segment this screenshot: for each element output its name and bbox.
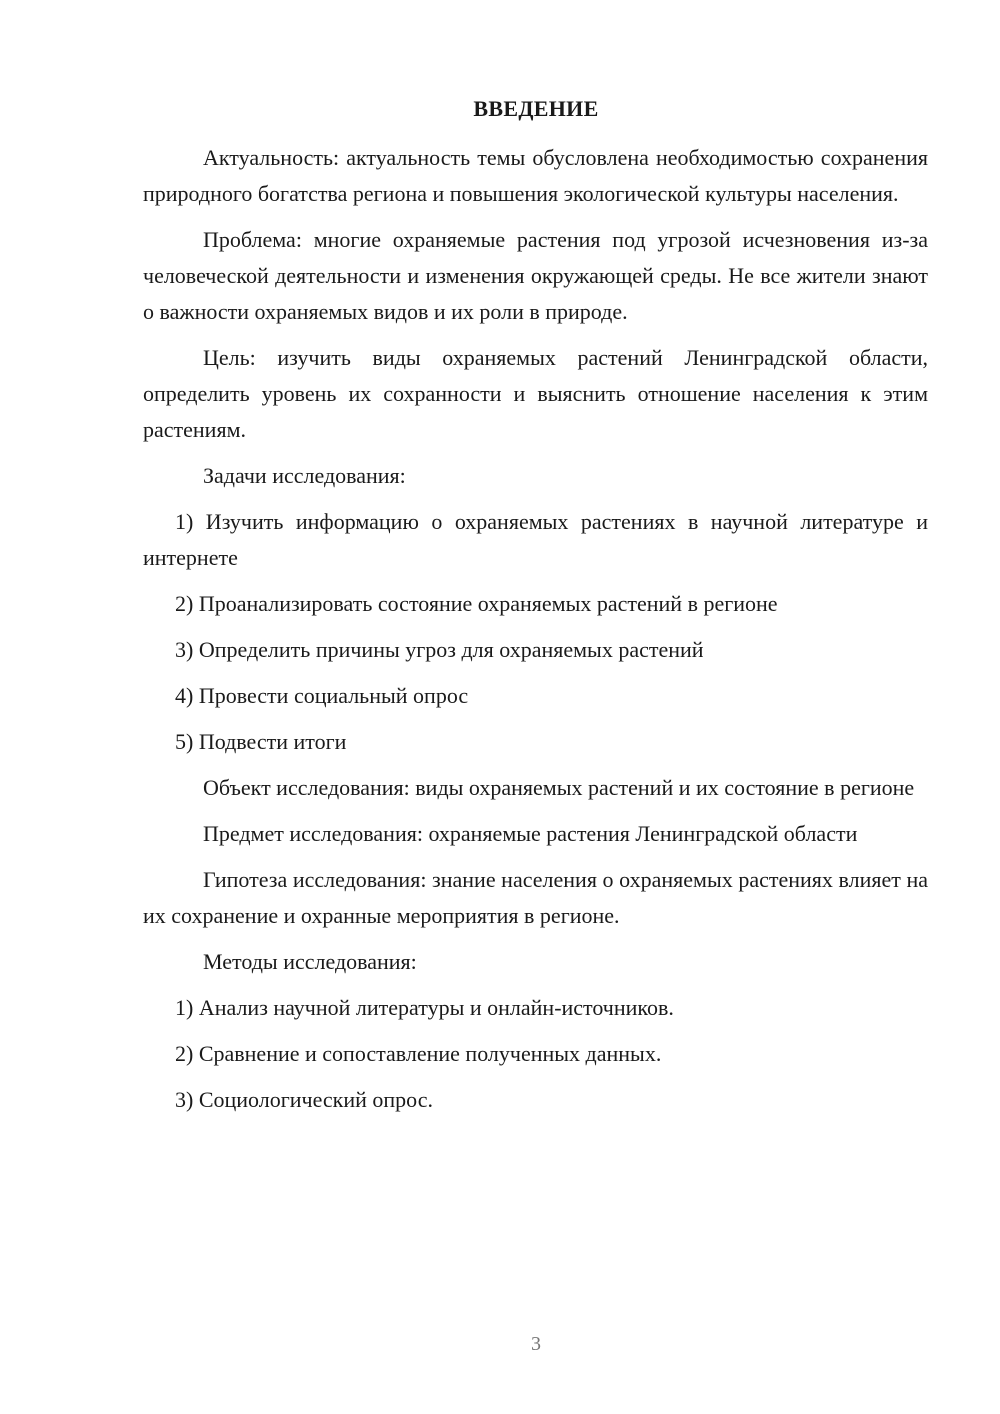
method-item-2: 2) Сравнение и сопоставление полученных данных. (175, 1041, 662, 1066)
goal-paragraph: Цель: изучить виды охраняемых растений Ленинградской области, определить уровень их сохранности и выяснить отношение населения к этим растениям. (143, 345, 928, 442)
task-item-5: 5) Подвести итоги (175, 729, 347, 754)
page-number: 3 (531, 1333, 541, 1355)
page-title: ВВЕДЕНИЕ (473, 96, 599, 121)
task-item-2: 2) Проанализировать состояние охраняемых растений в регионе (175, 591, 778, 616)
tasks-heading: Задачи исследования: (203, 463, 406, 488)
task-item-1: 1) Изучить информацию о охраняемых растениях в научной литературе и интернете (143, 509, 928, 570)
task-item-3: 3) Определить причины угроз для охраняемых растений (175, 637, 704, 662)
hypothesis-paragraph: Гипотеза исследования: знание населения о охраняемых растениях влияет на их сохранение и охранные мероприятия в регионе. (143, 867, 928, 928)
page-content (143, 140, 928, 1128)
method-item-3: 3) Социологический опрос. (175, 1087, 433, 1112)
relevance-paragraph: Актуальность: актуальность темы обусловлена необходимостью сохранения природного богатства региона и повышения экологической культуры населения. (143, 145, 928, 206)
task-item-4: 4) Провести социальный опрос (175, 683, 469, 708)
problem-paragraph: Проблема: многие охраняемые растения под угрозой исчезновения из-за человеческой деятельности и изменения окружающей среды. Не все жители знают о важности охраняемых видов и их роли в природе. (143, 227, 928, 324)
method-item-1: 1) Анализ научной литературы и онлайн-источников. (175, 995, 674, 1020)
subject-paragraph: Предмет исследования: охраняемые растения Ленинградской области (203, 821, 858, 846)
object-paragraph: Объект исследования: виды охраняемых растений и их состояние в регионе (203, 775, 915, 800)
methods-heading: Методы исследования: (203, 949, 417, 974)
